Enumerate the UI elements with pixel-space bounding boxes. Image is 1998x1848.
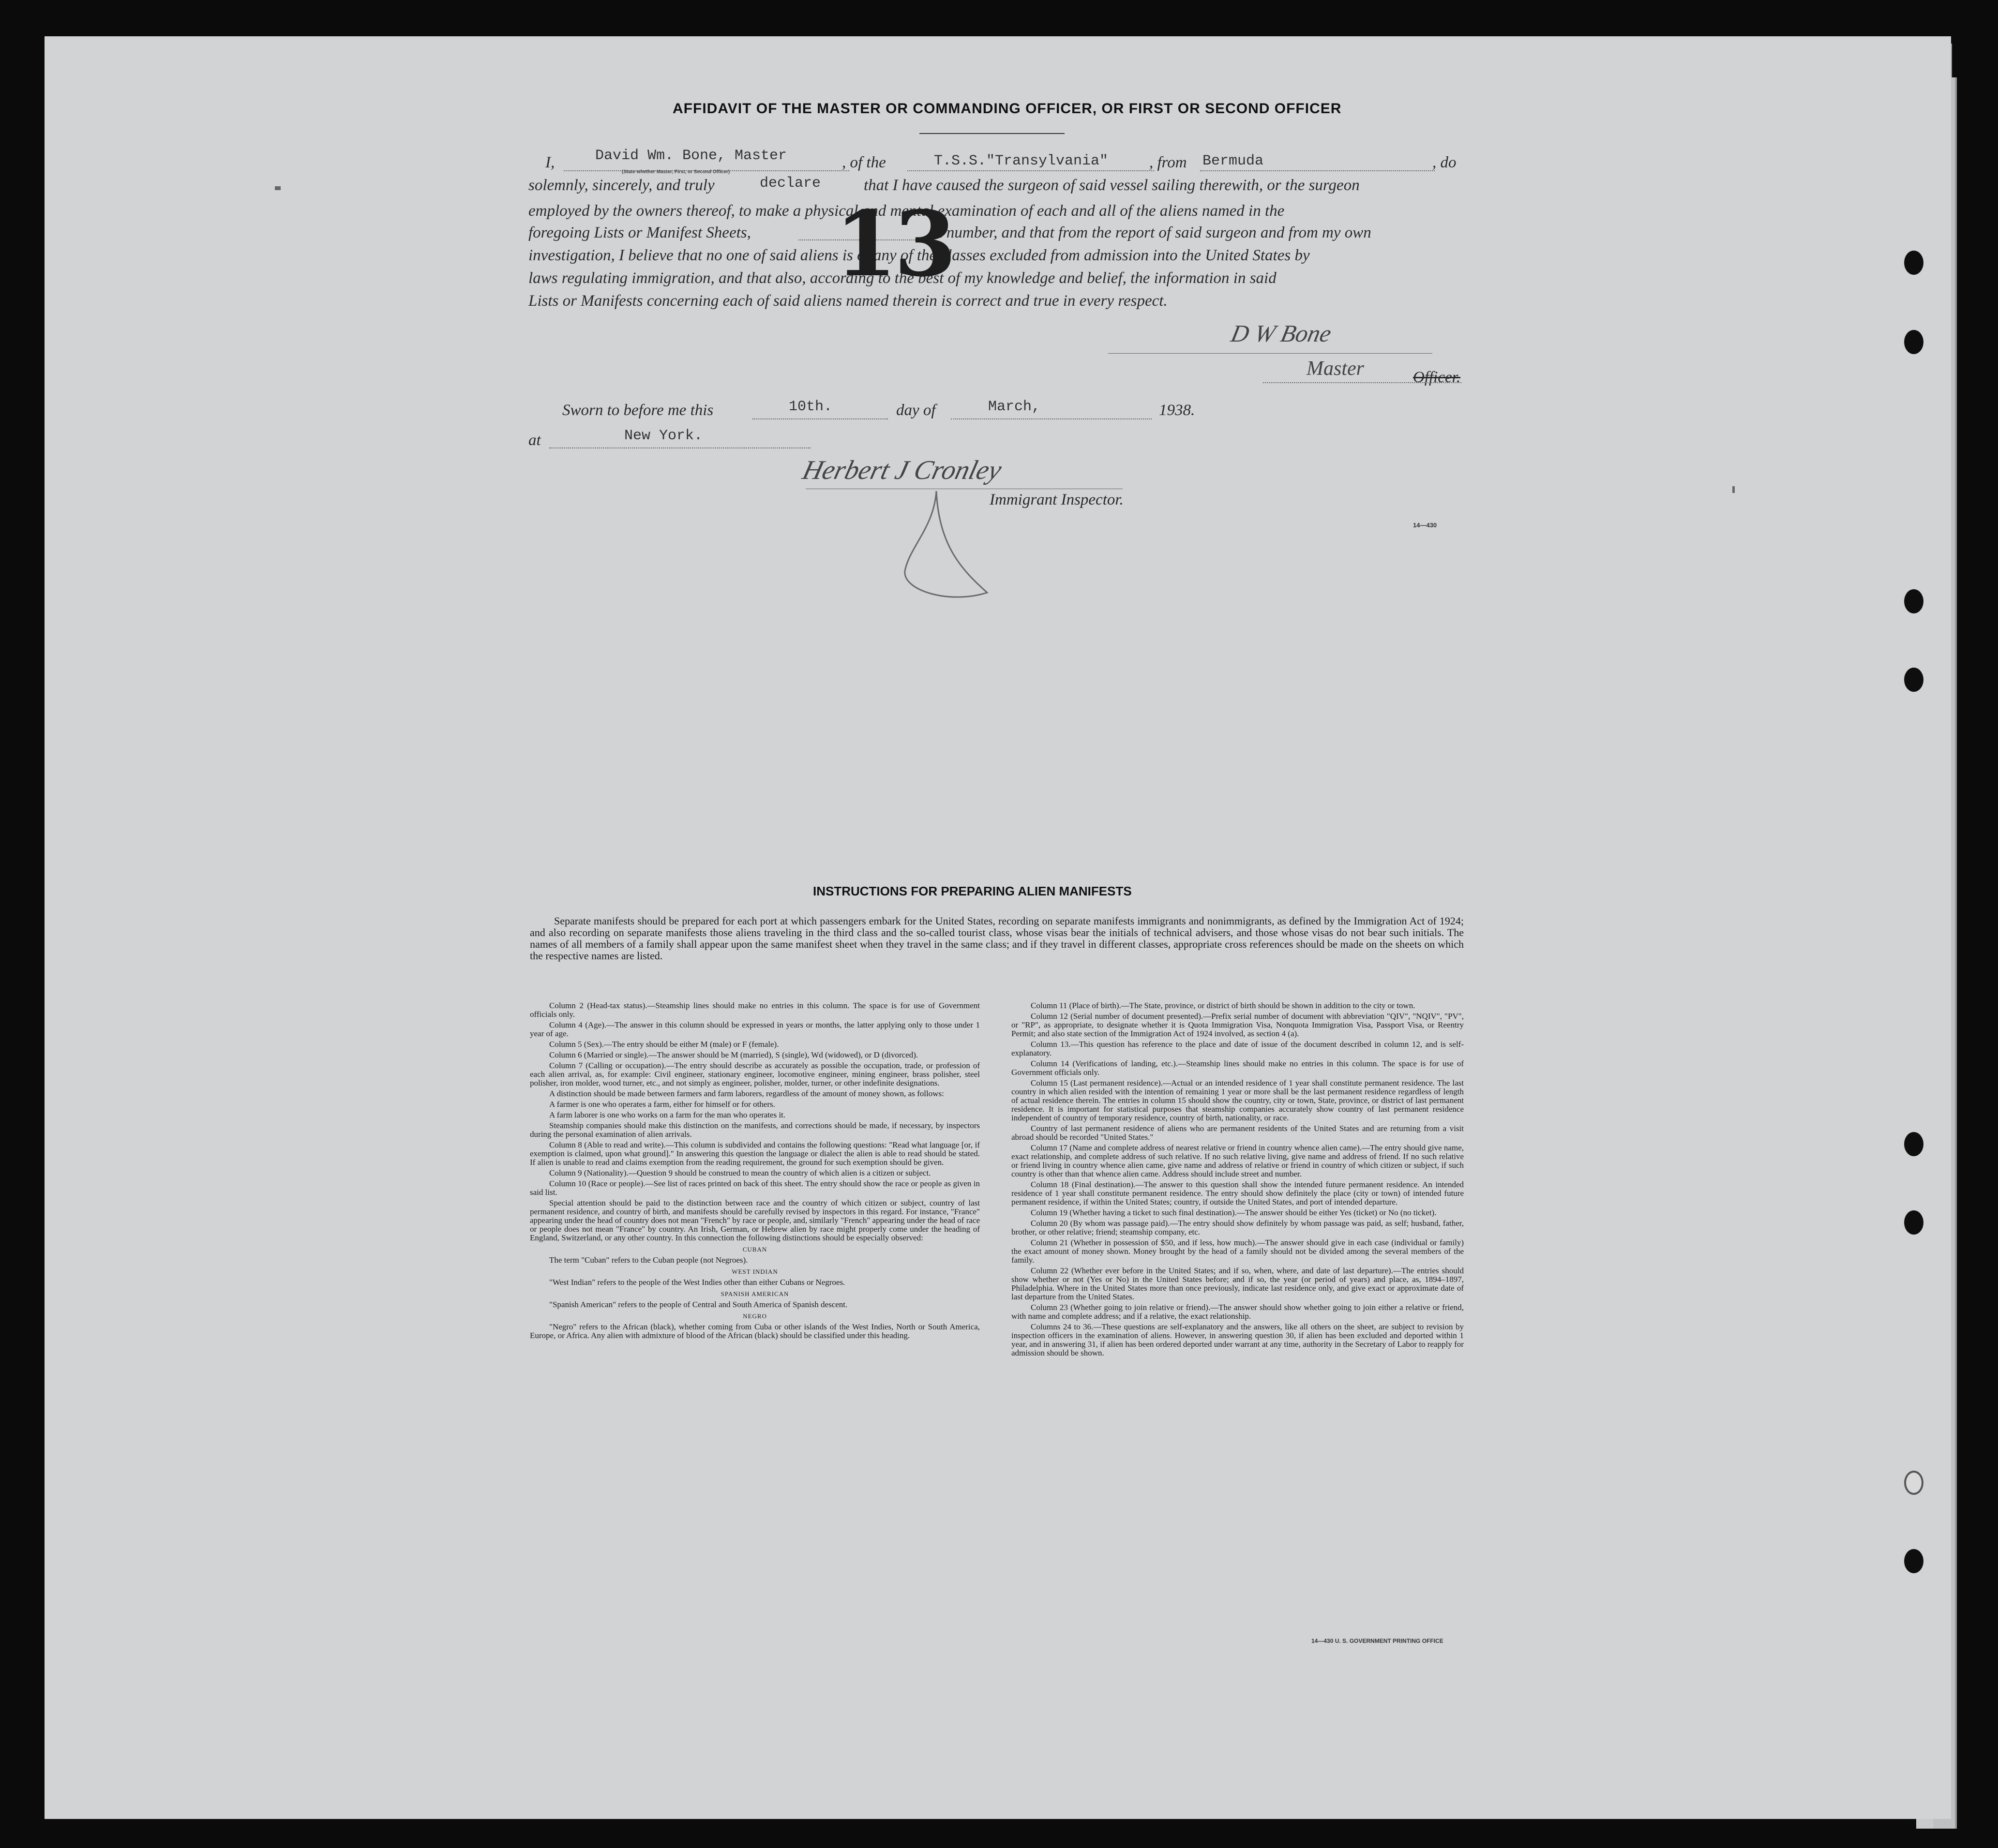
signature-flourish [890,489,997,605]
instruction-paragraph: Column 2 (Head-tax status).—Steamship lines should make no entries in this column. The space is for use of Government officials only. [530,1001,980,1019]
instructions-intro [530,915,1464,962]
blank-line [907,170,1154,171]
blank-line [549,447,811,448]
sworn-text: Sworn to before me this [562,402,714,419]
intro-paragraph: Separate manifests should be prepared for each port at which passengers embark for the United States, recording on separate manifests immigrants and nonimmigrants, as defined by the Immigration Act of 1924; and also recording on separate manifests those aliens traveling in the third class and the so-called tourist class, whose visas bear the initials of technical advisers, and those whose visas do not bear such initials. The names of all members of a family shall appear upon the same manifest sheet when they travel in the same class; and if they travel in different classes, appropriate cross references should be made on the sheets on which the respective names are listed. [530,915,1464,962]
instruction-paragraph: Column 5 (Sex).—The entry should be either M (male) or F (female). [549,1040,779,1049]
signature-line [1263,382,1461,383]
instruction-paragraph: Column 13.—This question has reference to the place and date of issue of the document described in column 12, and is self-explanatory. [1011,1040,1464,1058]
instruction-paragraph: Column 14 (Verifications of landing, etc.).—Steamship lines should make no entries in this column. The space is for use of Government officials only. [1011,1059,1464,1077]
punch-hole [1904,668,1923,692]
instruction-paragraph: Column 12 (Serial number of document presented).—Prefix serial number of document with abbreviation "QIV", "NQIV", "PV", or "RP", as appropriate, to designate whether it is Quota Immigration Visa, Nonquota Immigration Visa, Passport Visa, or Reentry Permit; and also state section of the Immigration Act of 1924 involved, as section 4 (a). [1011,1012,1464,1038]
alien-count-stamp: 13 [835,191,954,297]
scan-speck [1732,486,1735,493]
punch-hole [1904,251,1923,275]
negro-heading: NEGRO [743,1312,767,1320]
instructions-right-column [1011,1001,1464,1359]
ship-name: T.S.S."Transylvania" [934,153,1109,169]
sworn-year: 1938. [1159,402,1195,419]
affidavit-lists: foregoing Lists or Manifest Sheets, [528,224,751,241]
punch-hole [1904,1549,1923,1573]
instruction-paragraph: Column 15 (Last permanent residence).—Actual or an intended residence of 1 year shall constitute permanent residence. The last country in which alien resided with the intention of remaining 1 year or more shall be the last permanent residence regardless of length of actual residence therein. The entries in column 15 should show the country, city or town, State, province, or district of last permanent residence. It is important for statistical purposes that steamship companies accurately show country of last permanent residence independent of country of temporary residence, country of birth, nationality, or race. [1011,1078,1464,1122]
affidavit-do: , do [1432,154,1457,171]
affidavit-solemnly: solemnly, sincerely, and truly [528,177,715,194]
officer-rank-caption: (State whether Master, First, or Second Officer) [622,169,730,175]
instruction-paragraph: A farmer is one who operates a farm, either for himself or for others. [549,1100,775,1109]
instruction-paragraph: Column 8 (Able to read and write).—This column is subdivided and contains the following questions: "Read what language [or, if exemption is claimed, upon what ground]." In answering this question the language or dialect the alien is able to read should be stated. If alien is unable to read and claims exemption from the reading requirement, the ground for such exemption should be given. [530,1140,980,1167]
instruction-paragraph: Special attention should be paid to the distinction between race and the country of which citizen or subject, country of last permanent residence, and country of birth, and manifests should be carefully revised by inspectors in this regard. For instance, "France" appearing under the head of country does not mean "French" by race or people, and, similarly "French" appearing under the head of race or people does not mean "France" by country. An Irish, German, or Hebrew alien by race might properly come under the heading of England, Switzerland, or any other country. In this connection the following distinctions should be especially observed: [530,1198,980,1242]
instruction-paragraph: Column 7 (Calling or occupation).—The entry should describe as accurately as possible the occupation, trade, or profession of each alien arrival, as, for example: Civil engineer, stationary engineer, locomotive engineer, mining engineer, brass polisher, steel polisher, iron molder, wood turner, etc., and not simply as engineer, polisher, molder, turner, or other indefinite designations. [530,1061,980,1088]
blank-line [951,418,1152,419]
affidavit-from: , from [1149,154,1187,171]
cuban-heading: CUBAN [742,1246,767,1253]
sworn-place: New York. [624,428,703,444]
punch-hole [1904,1132,1923,1156]
inspector-title: Immigrant Inspector. [990,491,1124,508]
day-of: day of [896,402,936,419]
affidavit-caused: that I have caused the surgeon of said vessel sailing therewith, or the surgeon [864,177,1360,194]
instruction-paragraph: Column 17 (Name and complete address of nearest relative or friend in country whence alien came).—The entry should give name, exact relationship, and complete address of such relative. If no such relative living, give name and address of friend. If no such relative or friend living in country whence alien came, give name and address of relative or friend in country of which citizen or subject, if such country is other than that whence alien came. Address should include street and number. [1011,1143,1464,1178]
declare-word: declare [760,175,821,192]
at-label: at [528,432,541,449]
title-rule [919,133,1065,134]
instructions-title: INSTRUCTIONS FOR PREPARING ALIEN MANIFESTS [813,884,1132,898]
west-indian-heading: WEST INDIAN [732,1268,778,1275]
printer-line: 14—430 U. S. GOVERNMENT PRINTING OFFICE [1311,1638,1443,1644]
instruction-paragraph: Column 6 (Married or single).—The answer should be M (married), S (single), Wd (widowed), or D (divorced). [549,1050,918,1059]
departure-port: Bermuda [1202,153,1264,169]
instruction-paragraph: Country of last permanent residence of aliens who are permanent residents of the United States and are returning from a visit abroad should be recorded "United States." [1011,1124,1464,1142]
affidavit-line-3: employed by the owners thereof, to make a physical and mental examination of each and all of the aliens named in the [528,202,1285,220]
instruction-paragraph: A distinction should be made between farmers and farm laborers, regardless of the amount of money shown, as follows: [549,1089,944,1098]
punch-hole [1904,330,1923,354]
form-number: 14—430 [1413,522,1437,529]
negro-definition: "Negro" refers to the African (black), whether coming from Cuba or other islands of the West Indies, North or South America, Europe, or Africa. Any alien with admixture of blood of the African (black) should be classified under this heading. [530,1322,980,1340]
instructions-left-column [530,1001,980,1342]
punch-hole [1904,1471,1923,1495]
instruction-paragraph: Column 23 (Whether going to join relative or friend).—The answer should show whether going to join either a relative or friend, with name and complete address; and if a relative, the exact relationship. [1011,1303,1464,1321]
scan-speck [275,186,281,190]
instruction-paragraph: A farm laborer is one who works on a farm for the man who operates it. [549,1110,786,1119]
instruction-paragraph: Columns 24 to 36.—These questions are self-explanatory and the answers, like all others on the sheet, are subject to revision by inspection officers in the examination of aliens. However, in answering question 30, if alien has been excluded and deported within 1 year, and in answering 31, if alien has been ordered deported under warrant at any time, authority in the Secretary of Labor to reapply for admission should be shown. [1011,1322,1464,1357]
master-signature: D W Bone [1229,320,1334,347]
blank-line [1200,170,1435,171]
spanish-american-definition: "Spanish American" refers to the people of Central and South America of Spanish descent. [549,1300,848,1309]
spanish-american-heading: SPANISH AMERICAN [721,1290,789,1297]
sworn-day: 10th. [789,399,833,415]
affidavit-line-5: investigation, I believe that no one of said aliens is of any of the classes excluded from admission into the United States by [528,247,1310,264]
instruction-paragraph: Steamship companies should make this distinction on the manifests, and corrections should be made, if necessary, by inspectors during the personal examination of alien arrivals. [530,1121,980,1139]
master-name: David Wm. Bone, Master [595,148,787,164]
west-indian-definition: "West Indian" refers to the people of the West Indies other than either Cubans or Negroes. [549,1278,845,1287]
affidavit-in-number: in number, and that from the report of said surgeon and from my own [930,224,1371,241]
signature-line [1108,353,1432,354]
sworn-month: March, [988,399,1041,415]
affidavit-i: I, [545,154,555,171]
instruction-paragraph: Column 21 (Whether in possession of $50, and if less, how much).—The answer should give in each case (individual or family) the exact amount of money shown. Money brought by the head of a family should not be divided among the several members of the family. [1011,1238,1464,1265]
affidavit-line-7: Lists or Manifests concerning each of said aliens named therein is correct and true in every respect. [528,292,1168,310]
instruction-paragraph: Column 20 (By whom was passage paid).—The entry should show definitely by whom passage was paid, as self; husband, father, brother, or other relative; friend; steamship company, etc. [1011,1219,1464,1237]
blank-line [752,418,888,419]
instruction-paragraph: Column 22 (Whether ever before in the United States; and if so, when, where, and date of last departure).—The entries should show whether or not (Yes or No) in the United States before; and if so, the year (or period of years) and place, as, 1894–1897, Philadelphia. Where in the United States more than once previously, indicate last residence only, and give exact or approximate date of last departure from the United States. [1011,1266,1464,1301]
punch-hole [1904,589,1923,613]
instruction-paragraph: Column 10 (Race or people).—See list of races printed on back of this sheet. The entry should show the race or people as given in said list. [530,1179,980,1197]
punch-hole [1904,1210,1923,1235]
instruction-paragraph: Column 9 (Nationality).—Question 9 should be construed to mean the country of which alien is a citizen or subject. [549,1168,931,1177]
instruction-paragraph: Column 18 (Final destination).—The answer to this question shall show the intended future permanent residence. An intended residence of 1 year shall constitute permanent residence. The entry should show definitely the place (city or town) of intended future permanent residence, if within the United States; country, if outside the United States, and port of intended departure. [1011,1180,1464,1207]
officer-label: Officer. [1413,369,1461,386]
inspector-signature: Herbert J Cronley [799,455,1005,485]
affidavit-of-the: , of the [842,154,886,171]
instruction-paragraph: Column 19 (Whether having a ticket to such final destination).—The answer should be either Yes (ticket) or No (no ticket). [1031,1208,1437,1217]
cuban-definition: The term "Cuban" refers to the Cuban people (not Negroes). [549,1255,748,1265]
instruction-paragraph: Column 4 (Age).—The answer in this column should be expressed in years or months, the latter applying only to those under 1 year of age. [530,1020,980,1038]
affidavit-line-6: laws regulating immigration, and that also, according to the best of my knowledge and belief, the information in said [528,269,1277,287]
affidavit-title: AFFIDAVIT OF THE MASTER OR COMMANDING OFFICER, OR FIRST OR SECOND OFFICER [673,101,1342,117]
instruction-paragraph: Column 11 (Place of birth).—The State, province, or district of birth should be shown in addition to the city or town. [1031,1001,1415,1010]
rank-handwritten: Master [1307,358,1364,380]
